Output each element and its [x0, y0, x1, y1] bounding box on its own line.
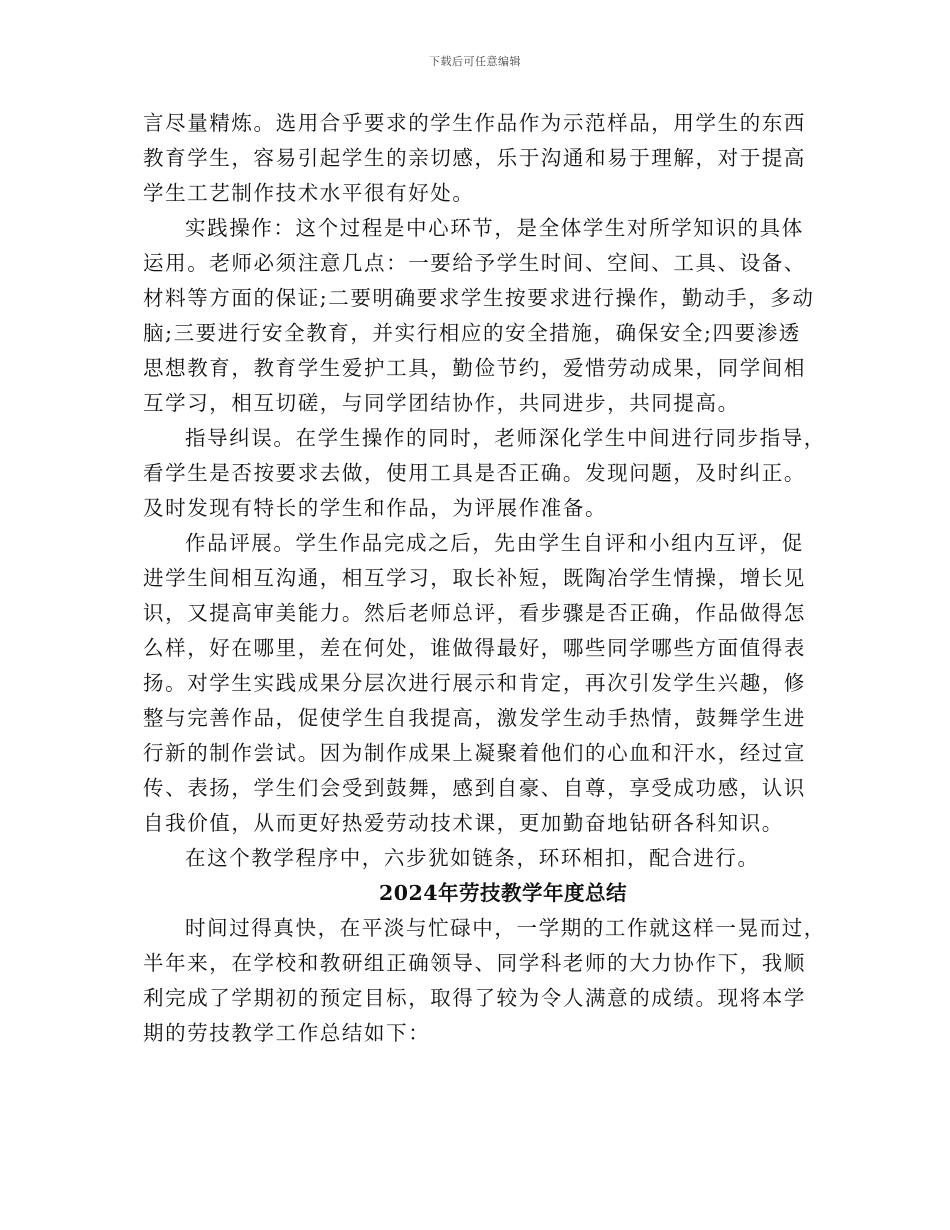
paragraph-line: 传、表扬，学生们会受到鼓舞，感到自豪、自尊，享受成功感，认识 — [143, 776, 806, 800]
paragraph-line: 期的劳技教学工作总结如下： — [143, 1021, 431, 1045]
paragraph-line: 作品评展。学生作品完成之后，先由学生自评和小组内互评，促 — [185, 531, 804, 555]
paragraph-line: 互学习，相互切磋，与同学团结协作，共同进步，共同提高。 — [143, 391, 740, 415]
page-header: 下载后可任意编辑 — [429, 55, 521, 68]
paragraph-line: 教育学生，容易引起学生的亲切感，乐于沟通和易于理解，对于提高 — [143, 146, 806, 170]
paragraph-line: 半年来，在学校和教研组正确领导、同学科老师的大力协作下，我顺 — [143, 951, 806, 975]
paragraph-line: 思想教育，教育学生爱护工具，勤俭节约，爱惜劳动成果，同学间相 — [143, 356, 806, 380]
paragraph-line: 看学生是否按要求去做，使用工具是否正确。发现问题，及时纠正。 — [143, 461, 806, 485]
paragraph-line: 进学生间相互沟通，相互学习，取长补短，既陶冶学生情操，增长见 — [143, 566, 806, 590]
paragraph-line: 利完成了学期初的预定目标，取得了较为令人满意的成绩。现将本学 — [143, 986, 806, 1010]
paragraph-line: 扬。对学生实践成果分层次进行展示和肯定，再次引发学生兴趣，修 — [143, 671, 806, 695]
section-title: 2024年劳技教学年度总结 — [378, 881, 628, 905]
paragraph-line: 学生工艺制作技术水平很有好处。 — [143, 181, 475, 205]
paragraph-line: 时间过得真快，在平淡与忙碌中，一学期的工作就这样一晃而过， — [185, 916, 826, 940]
paragraph-line: 行新的制作尝试。因为制作成果上凝聚着他们的心血和汗水，经过宣 — [143, 741, 806, 765]
paragraph-line: 么样，好在哪里，差在何处，谁做得最好，哪些同学哪些方面值得表 — [143, 636, 806, 660]
paragraph-line: 材料等方面的保证;二要明确要求学生按要求进行操作，勤动手，多动 — [143, 286, 815, 310]
paragraph-line: 实践操作：这个过程是中心环节，是全体学生对所学知识的具体 — [185, 216, 804, 240]
paragraph-line: 言尽量精炼。选用合乎要求的学生作品作为示范样品，用学生的东西 — [143, 111, 806, 135]
paragraph-line: 在这个教学程序中，六步犹如链条，环环相扣，配合进行。 — [185, 846, 760, 870]
paragraph-line: 脑;三要进行安全教育，并实行相应的安全措施，确保安全;四要渗透 — [143, 321, 801, 345]
paragraph-line: 及时发现有特长的学生和作品，为评展作准备。 — [143, 496, 608, 520]
paragraph-line: 指导纠误。在学生操作的同时，老师深化学生中间进行同步指导， — [185, 426, 826, 450]
paragraph-line: 自我价值，从而更好热爱劳动技术课，更加勤奋地钻研各科知识。 — [143, 811, 784, 835]
paragraph-line: 运用。老师必须注意几点：一要给予学生时间、空间、工具、设备、 — [143, 251, 806, 275]
document-body — [143, 106, 826, 1051]
paragraph-line: 整与完善作品，促使学生自我提高，激发学生动手热情，鼓舞学生进 — [143, 706, 806, 730]
paragraph-line: 识，又提高审美能力。然后老师总评，看步骤是否正确，作品做得怎 — [143, 601, 806, 625]
